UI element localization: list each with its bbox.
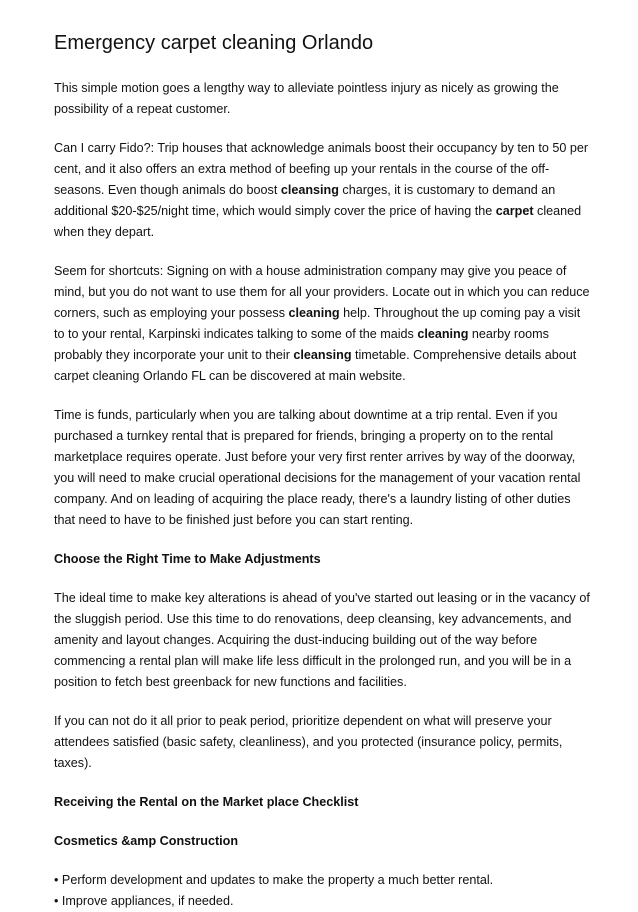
text-run: charges, it is customary to demand an additional $20-$25/night time, which would simply cover the price of having the <box>54 183 556 218</box>
keyword-bold: cleaning <box>288 306 340 320</box>
list-item: • Improve appliances, if needed. <box>54 891 590 912</box>
text-run: nearby rooms probably they incorporate your unit to their <box>54 327 549 362</box>
paragraph-prioritize: If you can not do it all prior to peak period, prioritize dependent on what will preserve your attendees satisfied (basic safety, cleanliness), and you protected (insurance policy, permits, taxes). <box>54 714 563 770</box>
keyword-bold: cleansing <box>293 348 352 362</box>
text-run: Seem for shortcuts: Signing on with a house administration company may give you peace of mind, but you do not want to use them for all your providers. Locate out in which you can reduce corners, such as employing your possess <box>54 264 590 320</box>
paragraph-ideal-time: The ideal time to make key alterations is ahead of you've started out leasing or in the vacancy of the sluggish period. Use this time to do renovations, deep cleansing, key advancements, and amenity and layout changes. Acquiring the dust-inducing building out of the way before commencing a rental plan will make life less difficult in the prolonged run, and you will be in a position to fetch best greenback for new functions and facilities. <box>54 591 590 689</box>
section-heading-checklist: Receiving the Rental on the Market place Checklist <box>54 795 359 809</box>
text-run: cleaned when they depart. <box>54 204 582 239</box>
document-page <box>54 30 590 912</box>
paragraph-pets <box>54 138 590 243</box>
section-heading-cosmetics: Cosmetics &amp Construction <box>54 834 239 848</box>
keyword-bold: carpet <box>495 204 534 218</box>
text-run: timetable. Comprehensive details about carpet cleaning Orlando FL can be discovered at main website. <box>54 348 577 383</box>
text-run: help. Throughout the up coming pay a visit to to your rental, Karpinski indicates talking to some of the maids <box>54 306 581 341</box>
paragraph-time-is-funds: Time is funds, particularly when you are talking about downtime at a trip rental. Even if you purchased a turnkey rental that is prepared for friends, bringing a property on to the rental marketplace requires operate. Just before your very first renter arrives by way of the doorway, you will need to make crucial operational decisions for the management of your vacation rental company. And on leading of acquiring the place ready, there's a laundry listing of other duties that need to have to be finished just before you can start renting. <box>54 408 581 527</box>
paragraph-intro: This simple motion goes a lengthy way to alleviate pointless injury as nicely as growing the possibility of a repeat customer. <box>54 81 559 116</box>
keyword-bold: cleansing <box>280 183 339 197</box>
bullet-list <box>54 870 590 912</box>
list-item: • Perform development and updates to make the property a much better rental. <box>54 870 590 891</box>
section-heading-adjustments: Choose the Right Time to Make Adjustments <box>54 552 321 566</box>
text-run: Can I carry Fido?: Trip houses that acknowledge animals boost their occupancy by ten to 50 per cent, and it also offers an extra method of beefing up your rentals in the course of the off-seasons. Even though animals do boost <box>54 141 589 197</box>
paragraph-shortcuts <box>54 261 590 387</box>
keyword-bold: cleaning <box>417 327 469 341</box>
document-title: Emergency carpet cleaning Orlando <box>54 32 374 54</box>
